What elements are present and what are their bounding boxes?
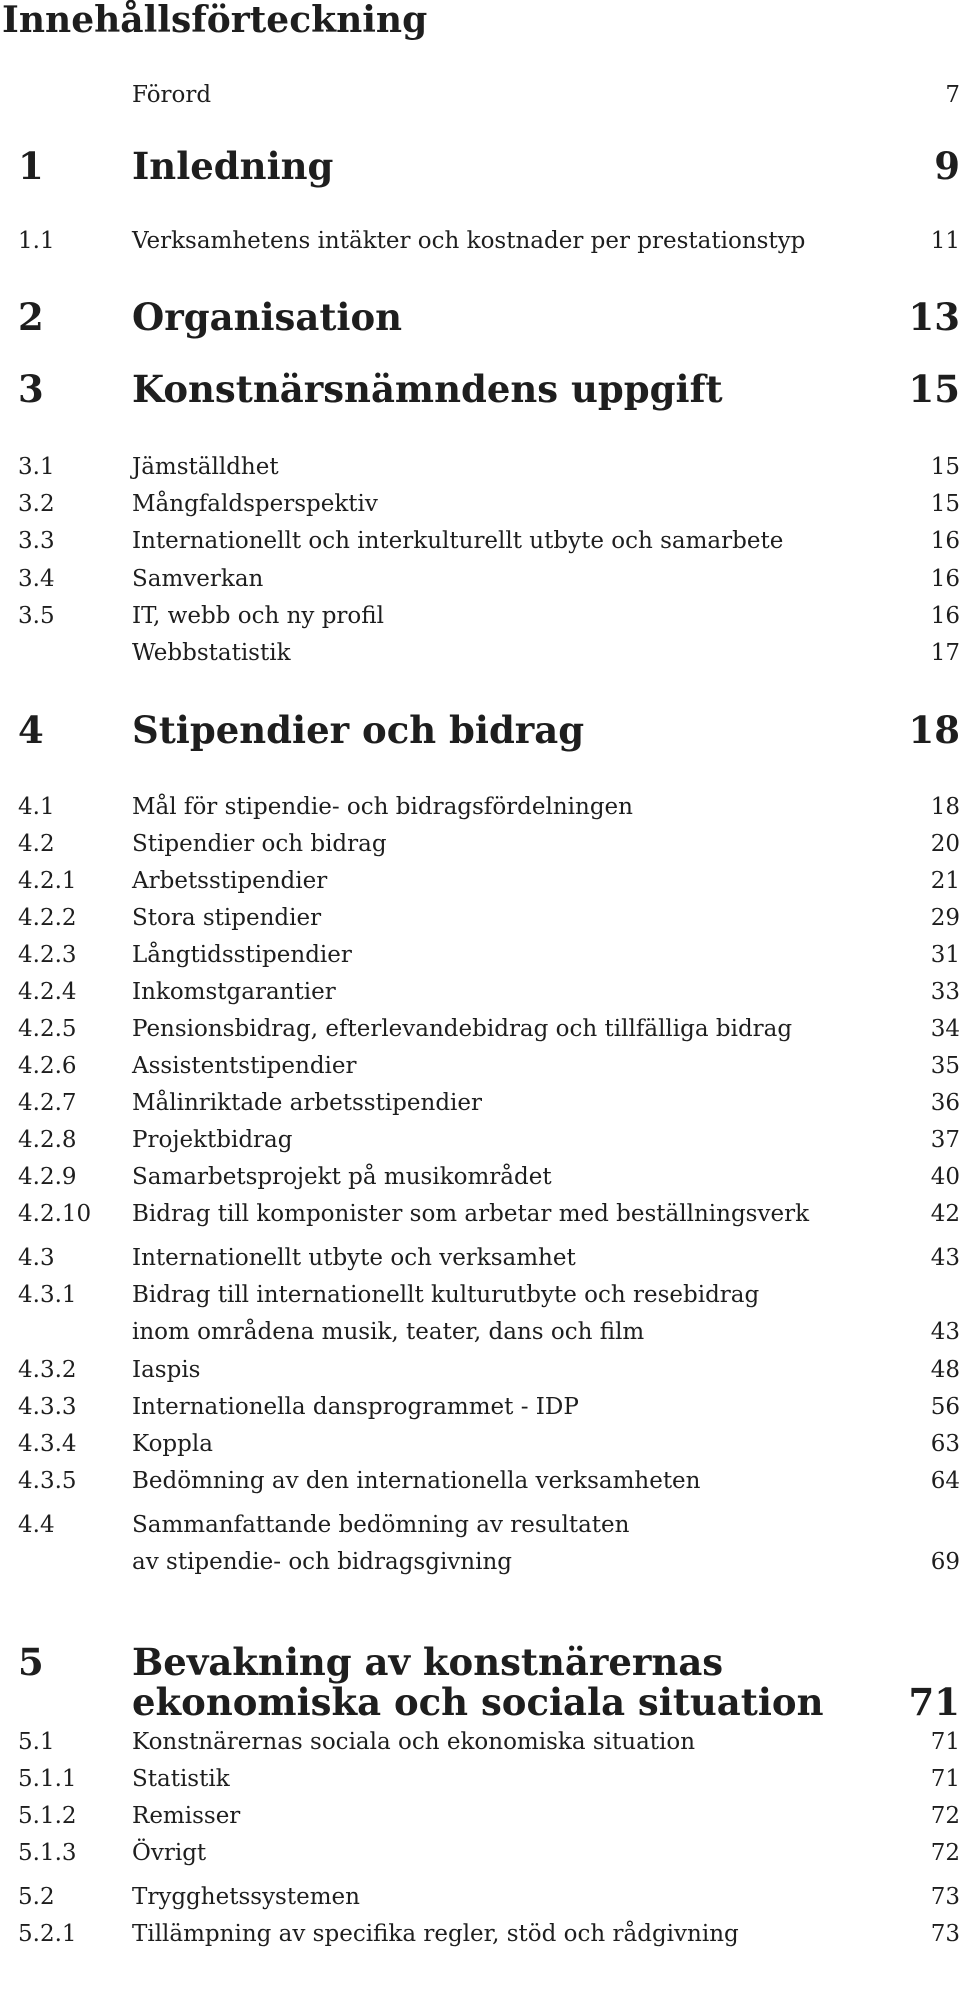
toc-entry-number: 5.2 (18, 1884, 55, 1910)
toc-entry-number: 4.2.5 (18, 1016, 77, 1042)
toc-entry-title: Långtidsstipendier (132, 942, 352, 968)
toc-entry-page-number: 73 (930, 1884, 960, 1910)
page-title: Innehållsförteckning (2, 0, 428, 41)
toc-entry-number: 4.2.9 (18, 1164, 77, 1190)
toc-entry-page-number: 16 (930, 566, 960, 592)
toc-entry-page-number: 73 (930, 1921, 960, 1947)
toc-entry-page-number: 34 (930, 1016, 960, 1042)
toc-entry-page-number: 21 (930, 868, 960, 894)
toc-entry-page-number: 35 (930, 1053, 960, 1079)
toc-entry-number: 4.2 (18, 831, 55, 857)
toc-entry-number: 5.2.1 (18, 1921, 77, 1947)
toc-entry-page-number: 63 (930, 1431, 960, 1457)
toc-entry-title: Mångfaldsperspektiv (132, 491, 378, 517)
toc-entry-page-number: 40 (930, 1164, 960, 1190)
toc-entry-title: Webbstatistik (132, 640, 291, 666)
toc-entry-page-number: 31 (930, 942, 960, 968)
toc-entry-number: 4.3.3 (18, 1394, 77, 1420)
toc-entry-page-number: 17 (930, 640, 960, 666)
toc-entry-page-number: 16 (930, 528, 960, 554)
toc-entry-number: 4.2.7 (18, 1090, 77, 1116)
toc-entry-title: Sammanfattande bedömning av resultaten (132, 1512, 630, 1538)
toc-entry-page-number: 43 (930, 1245, 960, 1271)
toc-entry-title: Inledning (132, 144, 334, 188)
toc-entry-title: Internationella dansprogrammet - IDP (132, 1394, 579, 1420)
toc-entry-page-number: 43 (930, 1319, 960, 1345)
toc-entry-page-number: 18 (930, 794, 960, 820)
toc-entry-page-number: 64 (930, 1468, 960, 1494)
toc-entry-number: 3.3 (18, 528, 55, 554)
toc-entry-title: Remisser (132, 1803, 241, 1829)
toc-entry-title: Övrigt (132, 1840, 207, 1866)
toc-entry-title: Bidrag till komponister som arbetar med beställningsverk (132, 1201, 810, 1227)
toc-entry-page-number: 13 (908, 295, 960, 339)
toc-entry-page-number: 56 (930, 1394, 960, 1420)
toc-entry-page-number: 42 (930, 1201, 960, 1227)
toc-entry-page-number: 15 (930, 491, 960, 517)
toc-entry-title: Stipendier och bidrag (132, 708, 585, 752)
toc-entry-title: Konstnärsnämndens uppgift (132, 367, 723, 411)
toc-entry-page-number: 37 (930, 1127, 960, 1153)
toc-entry-title: Arbetsstipendier (132, 868, 328, 894)
toc-entry-page-number: 7 (945, 82, 960, 108)
toc-entry-title: Projektbidrag (132, 1127, 293, 1153)
toc-entry-number: 4.2.10 (18, 1201, 92, 1227)
toc-entry-page-number: 71 (930, 1729, 960, 1755)
toc-entry-number: 1.1 (18, 228, 55, 254)
toc-entry-number: 4.3.4 (18, 1431, 77, 1457)
toc-entry-number: 4.2.4 (18, 979, 77, 1005)
toc-entry-title: Jämställdhet (132, 454, 279, 480)
toc-entry-page-number: 72 (930, 1840, 960, 1866)
toc-entry-title: Stipendier och bidrag (132, 831, 387, 857)
toc-entry-number: 3.4 (18, 566, 55, 592)
toc-entry-number: 5 (18, 1640, 44, 1684)
toc-entry-page-number: 9 (934, 144, 960, 188)
toc-entry-title: Bidrag till internationellt kulturutbyte och resebidrag (132, 1282, 760, 1308)
toc-entry-number: 4.2.1 (18, 868, 77, 894)
toc-entry-title: IT, webb och ny profil (132, 603, 384, 629)
toc-entry-number: 4.3.2 (18, 1357, 77, 1383)
toc-entry-page-number: 16 (930, 603, 960, 629)
toc-entry-page-number: 29 (930, 905, 960, 931)
toc-entry-title: Konstnärernas sociala och ekonomiska situation (132, 1729, 696, 1755)
toc-entry-page-number: 71 (908, 1680, 960, 1724)
toc-entry-title: Målinriktade arbetsstipendier (132, 1090, 482, 1116)
toc-entry-page-number: 48 (930, 1357, 960, 1383)
toc-entry-title: Bedömning av den internationella verksamheten (132, 1468, 701, 1494)
toc-entry-page-number: 20 (930, 831, 960, 857)
toc-entry-number: 4.2.3 (18, 942, 77, 968)
toc-entry-page-number: 36 (930, 1090, 960, 1116)
toc-entry-title: Tillämpning av specifika regler, stöd och rådgivning (132, 1921, 739, 1947)
toc-entry-title: Inkomstgarantier (132, 979, 336, 1005)
toc-entry-title-continued: ekonomiska och sociala situation (132, 1680, 824, 1724)
toc-entry-number: 3 (18, 367, 44, 411)
toc-entry-title: Samverkan (132, 566, 264, 592)
toc-entry-number: 4.2.2 (18, 905, 77, 931)
toc-entry-number: 4.3.1 (18, 1282, 77, 1308)
toc-entry-number: 5.1.1 (18, 1766, 77, 1792)
toc-entry-title: Statistik (132, 1766, 230, 1792)
toc-entry-number: 4.2.8 (18, 1127, 77, 1153)
toc-entry-page-number: 15 (908, 367, 960, 411)
toc-entry-title: Bevakning av konstnärernas (132, 1640, 724, 1684)
toc-entry-number: 4.3.5 (18, 1468, 77, 1494)
toc-entry-title-continued: inom områdena musik, teater, dans och film (132, 1319, 645, 1345)
toc-entry-title: Verksamhetens intäkter och kostnader per prestationstyp (132, 228, 806, 254)
toc-entry-number: 4.3 (18, 1245, 55, 1271)
toc-entry-title: Internationellt utbyte och verksamhet (132, 1245, 576, 1271)
toc-entry-page-number: 15 (930, 454, 960, 480)
toc-entry-number: 4.1 (18, 794, 55, 820)
toc-entry-title: Trygghetssystemen (132, 1884, 360, 1910)
toc-entry-title: Assistentstipendier (132, 1053, 357, 1079)
toc-entry-page-number: 69 (930, 1549, 960, 1575)
toc-entry-title: Iaspis (132, 1357, 201, 1383)
toc-entry-title: Pensionsbidrag, efterlevandebidrag och tillfälliga bidrag (132, 1016, 793, 1042)
toc-entry-title: Mål för stipendie- och bidragsfördelningen (132, 794, 633, 820)
toc-entry-title: Internationellt och interkulturellt utbyte och samarbete (132, 528, 784, 554)
toc-entry-number: 3.2 (18, 491, 55, 517)
toc-entry-title-continued: av stipendie- och bidragsgivning (132, 1549, 513, 1575)
toc-entry-title: Koppla (132, 1431, 213, 1457)
toc-entry-page-number: 72 (930, 1803, 960, 1829)
toc-entry-number: 5.1 (18, 1729, 55, 1755)
toc-entry-page-number: 18 (908, 708, 960, 752)
toc-entry-number: 3.5 (18, 603, 55, 629)
toc-entry-title: Förord (132, 82, 212, 108)
toc-entry-title: Samarbetsprojekt på musikområdet (132, 1164, 552, 1190)
toc-entry-page-number: 71 (930, 1766, 960, 1792)
toc-entry-number: 5.1.2 (18, 1803, 77, 1829)
toc-entry-number: 2 (18, 295, 44, 339)
toc-entry-number: 4.2.6 (18, 1053, 77, 1079)
toc-entry-page-number: 11 (930, 228, 960, 254)
toc-entry-number: 3.1 (18, 454, 55, 480)
toc-entry-number: 5.1.3 (18, 1840, 77, 1866)
toc-entry-title: Stora stipendier (132, 905, 322, 931)
toc-entry-title: Organisation (132, 295, 403, 339)
toc-entry-page-number: 33 (930, 979, 960, 1005)
toc-entry-number: 4.4 (18, 1512, 55, 1538)
toc-entry-number: 1 (18, 144, 44, 188)
toc-entry-number: 4 (18, 708, 44, 752)
